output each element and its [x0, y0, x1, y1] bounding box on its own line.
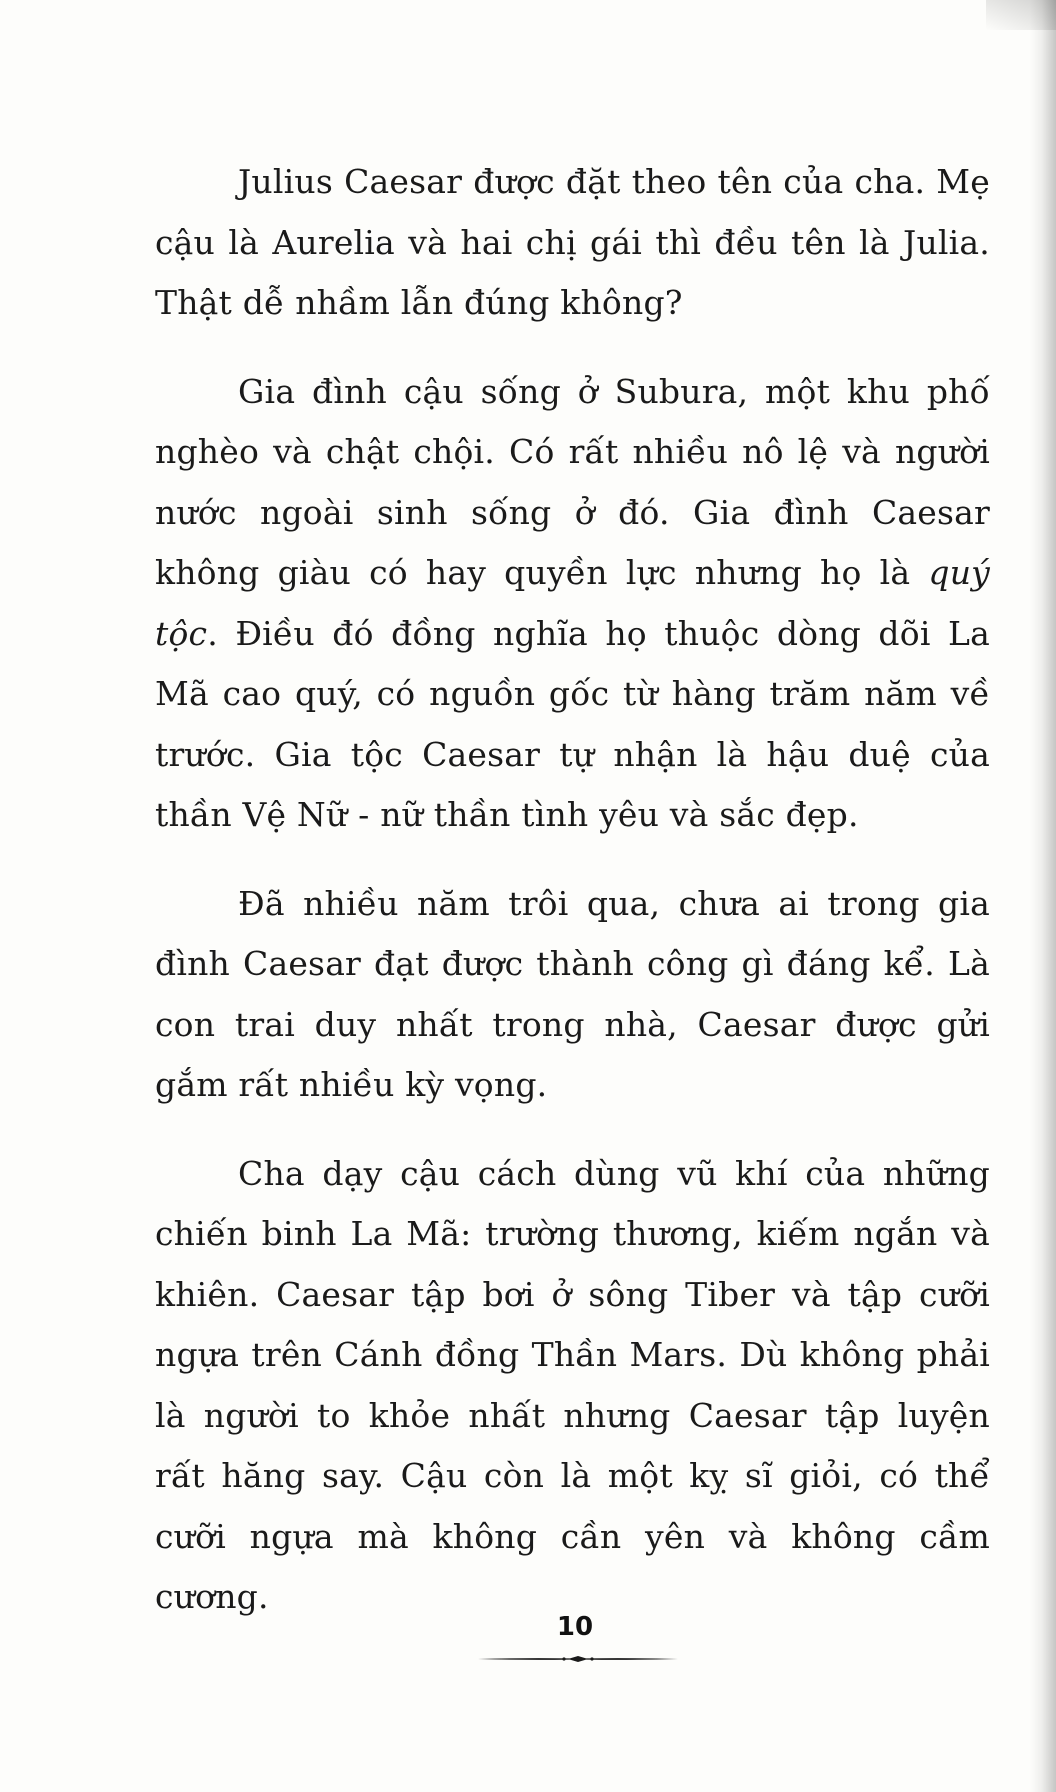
paragraph-2: [155, 362, 990, 846]
paragraph-1: Julius Caesar được đặt theo tên của cha. Mẹ cậu là Aurelia và hai chị gái thì đều tên là Julia. Thật dễ nhầm lẫn đúng không?: [155, 162, 990, 322]
footer-ornament-icon: [478, 1652, 678, 1666]
page-corner-shade: [986, 0, 1056, 30]
paragraph-2-part-2: . Điều đó đồng nghĩa họ thuộc dòng dõi La Mã cao quý, có nguồn gốc từ hàng trăm năm về trước. Gia tộc Caesar tự nhận là hậu duệ của thần Vệ Nữ - nữ thần tình yêu và sắc đẹp.: [155, 613, 990, 834]
paragraph-2-italic-term: quý tộc: [155, 553, 990, 653]
paragraph-4: Cha dạy cậu cách dùng vũ khí của những chiến binh La Mã: trường thương, kiếm ngắn và khiên. Caesar tập bơi ở sông Tiber và tập cưỡi ngựa trên Cánh đồng Thần Mars. Dù không phải là người to khỏe nhất nhưng Caesar tập luyện rất hăng say. Cậu còn là một kỵ sĩ giỏi, có thể cưỡi ngựa mà không cần yên và không cầm cương.: [155, 1153, 990, 1616]
paragraph-3: Đã nhiều năm trôi qua, chưa ai trong gia đình Caesar đạt được thành công gì đáng kể. Là con trai duy nhất trong nhà, Caesar được gửi gắm rất nhiều kỳ vọng.: [155, 883, 990, 1104]
body-text: [155, 152, 990, 1656]
page-number: 10: [556, 1612, 594, 1642]
paragraph-2-part-1: Gia đình cậu sống ở Subura, một khu phố nghèo và chật chội. Có rất nhiều nô lệ và người nước ngoài sinh sống ở đó. Gia đình Caesar không giàu có hay quyền lực nhưng họ là: [155, 371, 990, 592]
page-edge-shadow: [1030, 0, 1056, 1792]
